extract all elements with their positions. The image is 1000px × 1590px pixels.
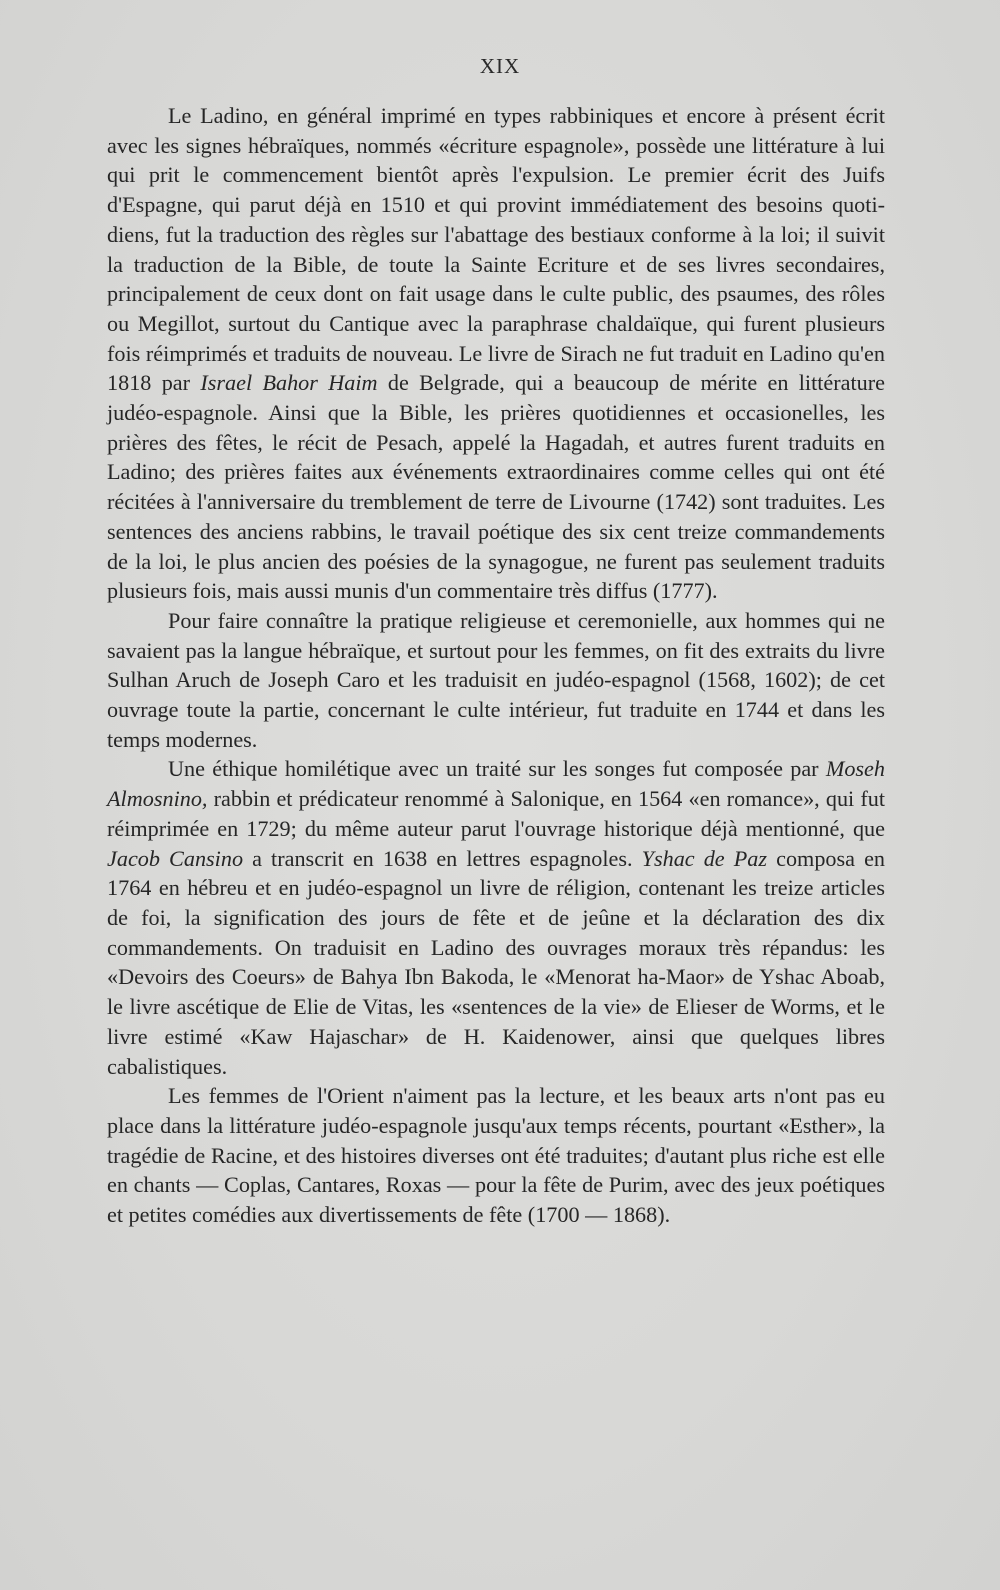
italic-name: Jacob Cansino	[107, 845, 244, 871]
paragraph	[107, 606, 885, 755]
italic-name: Moseh Almosnino,	[107, 756, 885, 812]
italic-name: Israel Bahor Haim	[200, 370, 378, 396]
text-run: Les femmes de l'Orient n'aiment pas la lecture, et les beaux arts n'ont pas eu place dans la littérature judéo-espagnole jusqu'aux temps récents, pourtant «Esther», la tragédie de Racine, et des histoires diverses ont été traduites; d'autant plus riche est elle en chants — Coplas, Cantares, Roxas — pour la fête de Purim, avec des jeux poétiques et petites comédies aux divertissements de fête (1700 — 1868).	[107, 1083, 885, 1228]
page-number: XIX	[479, 54, 521, 78]
paragraph	[107, 1081, 885, 1230]
text-run: Une éthique homilétique avec un traité sur les songes fut composée par	[168, 756, 826, 782]
text-run: Le Ladino, en général imprimé en types rabbiniques et encore à présent écrit avec les signes hébraïques, nommés «écriture espagnole», possède une littérature à lui qui prit le commencement bientôt après l'expulsion. Le premier écrit des Juifs d'Espagne, qui parut déjà en 1510 et qui provint immédiatement des besoins quotidiens, fut la traduction des règles sur l'abattage des bestiaux conforme à la loi; il suivit la traduction de la Bible, de toute la Sainte Ecriture et de ses livres secondaires, principalement de ceux dont on fait usage dans le culte public, des psaumes, des rôles ou Megillot, surtout du Cantique avec la paraphrase chaldaïque, qui furent plusieurs fois réimprimés et traduits de nouveau. Le livre de Sirach ne fut traduit en Ladino qu'en 1818 par	[107, 103, 885, 396]
text-run: rabbin et prédicateur renommé à Salonique, en 1564 «en romance», qui fut réimprimée en 1729; du même auteur parut l'ouvrage historique déjà mentionné, que	[107, 786, 885, 841]
text-run: Pour faire connaître la pratique religieuse et ceremonielle, aux hommes qui ne savaient pas la langue hébraïque, et surtout pour les femmes, on fit des extraits du livre Sulhan Aruch de Joseph Caro et les traduisit en judéo-espagnol (1568, 1602); de cet ouvrage toute la partie, concernant le culte intérieur, fut traduite en 1744 et dans les temps modernes.	[107, 607, 885, 752]
text-run: composa en 1764 en hébreu et en judéo-espagnol un livre de réligion, contenant les treize articles de foi, la signification des jours de fête et de jeûne et la déclaration des dix commandements. On traduisit en Ladino des ouvrages moraux très répandus: les «Devoirs des Coeurs» de Bahya Ibn Bakoda, le «Menorat ha-Maor» de Yshac Aboab, le livre ascétique de Elie de Vitas, les «sentences de la vie» de Elieser de Worms, et le livre estimé «Kaw Hajaschar» de H. Kaidenower, ainsi que quelques libres cabalistiques.	[107, 845, 886, 1079]
paragraph	[107, 754, 885, 1081]
text-run: de Belgrade, qui a beaucoup de mérite en littérature judéo-espagnole. Ainsi que la Bible, les prières quotidiennes et occasionelles, les prières des fêtes, le récit de Pesach, appelé la Hagadah, et autres furent traduits en Ladino; des prières faites aux événements extraordinaires comme celles qui ont été récitées à l'anniversaire du tremblement de terre de Livourne (1742) sont traduites. Les sentences des anciens rabbins, le travail poétique des six cent treize commandements de la loi, le plus ancien des poésies de la synagogue, ne furent pas seulement traduits plusieurs fois, mais aussi munis d'un commentaire très diffus (1777).	[107, 370, 885, 604]
body-text	[107, 101, 885, 1230]
text-run: a transcrit en 1638 en lettres espagnoles.	[243, 845, 642, 871]
paragraph	[107, 101, 885, 606]
italic-name: Yshac de Paz	[641, 845, 768, 871]
